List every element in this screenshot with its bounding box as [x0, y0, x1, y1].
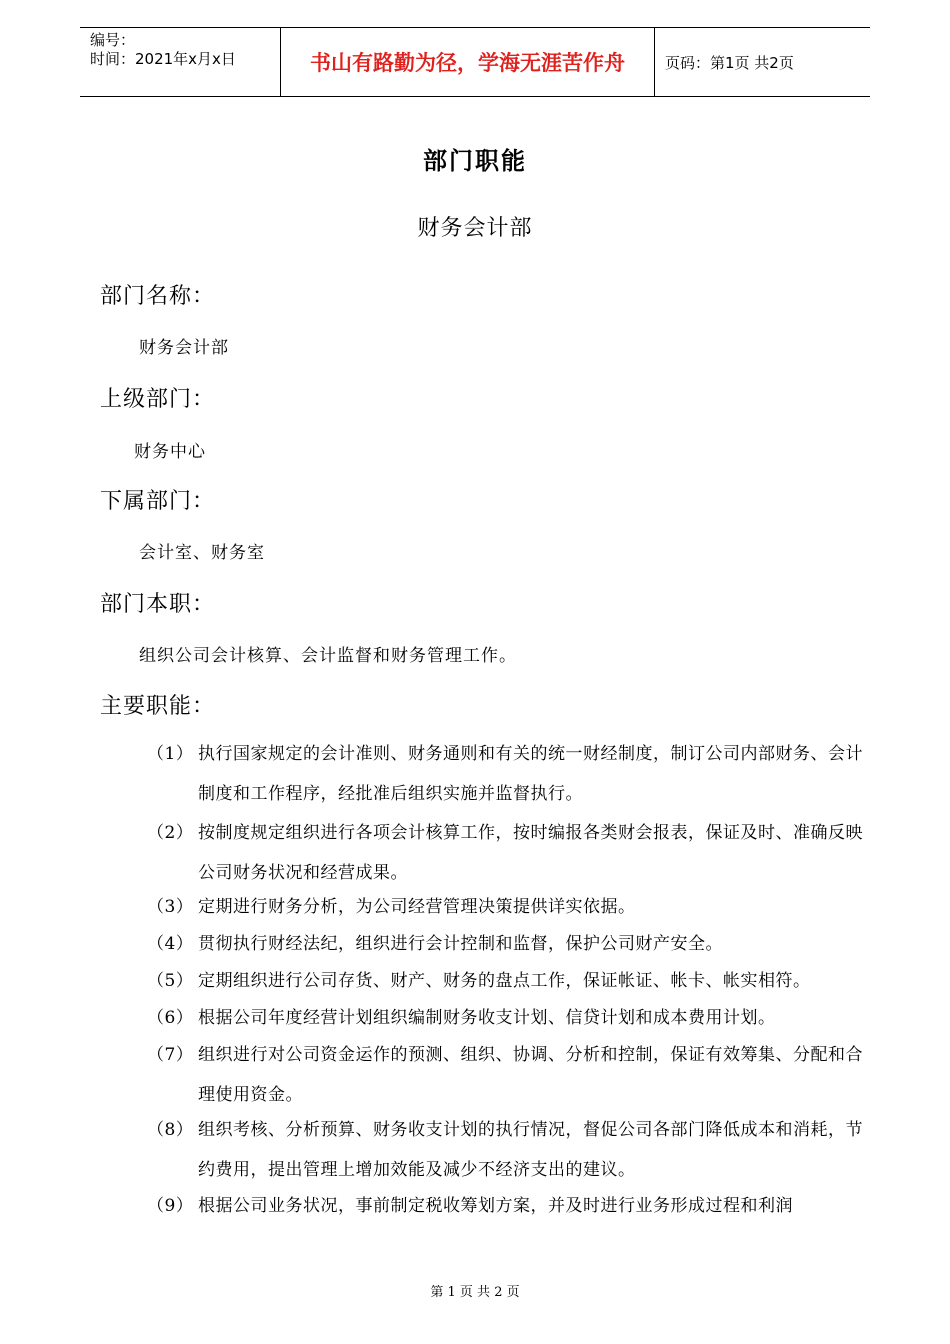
section-heading-sub: 下属部门： [100, 489, 216, 514]
page-footer: 第 1 页 共 2 页 [430, 1285, 520, 1300]
section-value-parent: 财务中心 [134, 442, 206, 462]
function-number: （2） [147, 823, 194, 843]
function-number: （8） [147, 1120, 194, 1140]
function-item [147, 1035, 867, 1115]
header-table [80, 27, 870, 97]
section-heading-duty: 部门本职： [100, 592, 216, 617]
header-page-info: 页码：第1页 共2页 [665, 53, 794, 72]
function-number: （6） [147, 1008, 194, 1028]
number-label: 编号： [90, 31, 136, 49]
header-motto: 书山有路勤为径，学海无涯苦作舟 [281, 28, 655, 96]
function-item [147, 813, 867, 893]
time-label: 时间：2021年x月x日 [90, 50, 236, 68]
function-text: 根据公司年度经营计划组织编制财务收支计划、信贷计划和成本费用计划。 [198, 1008, 776, 1028]
function-number: （5） [147, 971, 194, 991]
function-text: 组织进行对公司资金运作的预测、组织、协调、分析和控制，保证有效筹集、分配和合理使用资金。 [198, 1045, 863, 1105]
function-text: 按制度规定组织进行各项会计核算工作，按时编报各类财会报表，保证及时、准确反映公司财务状况和经营成果。 [198, 823, 863, 883]
section-value-name: 财务会计部 [139, 338, 229, 358]
function-item [147, 924, 867, 964]
function-number: （3） [147, 897, 194, 917]
section-heading-main: 主要职能： [100, 694, 216, 719]
function-number: （7） [147, 1045, 194, 1065]
function-text: 定期进行财务分析，为公司经营管理决策提供详实依据。 [198, 897, 636, 917]
function-item [147, 961, 867, 1001]
function-text: 根据公司业务状况，事前制定税收筹划方案，并及时进行业务形成过程和利润 [198, 1196, 793, 1216]
function-item [147, 1110, 867, 1190]
section-value-sub: 会计室、财务室 [139, 543, 265, 563]
function-item [147, 1186, 867, 1226]
function-text: 组织考核、分析预算、财务收支计划的执行情况，督促公司各部门降低成本和消耗，节约费用，提出管理上增加效能及减少不经济支出的建议。 [198, 1120, 863, 1180]
function-item [147, 998, 867, 1038]
section-value-duty: 组织公司会计核算、会计监督和财务管理工作。 [139, 646, 517, 666]
header-meta [80, 28, 281, 96]
function-number: （9） [147, 1196, 194, 1216]
function-item [147, 887, 867, 927]
function-text: 贯彻执行财经法纪，组织进行会计控制和监督，保护公司财产安全。 [198, 934, 723, 954]
section-heading-name: 部门名称： [100, 284, 216, 309]
function-number: （1） [147, 744, 194, 764]
document-title: 部门职能 [423, 147, 527, 175]
function-number: （4） [147, 934, 194, 954]
function-text: 执行国家规定的会计准则、财务通则和有关的统一财经制度，制订公司内部财务、会计制度和工作程序，经批准后组织实施并监督执行。 [198, 744, 863, 804]
function-text: 定期组织进行公司存货、财产、财务的盘点工作，保证帐证、帐卡、帐实相符。 [198, 971, 811, 991]
function-item [147, 734, 867, 814]
document-subtitle: 财务会计部 [417, 216, 533, 241]
section-heading-parent: 上级部门： [100, 387, 216, 412]
